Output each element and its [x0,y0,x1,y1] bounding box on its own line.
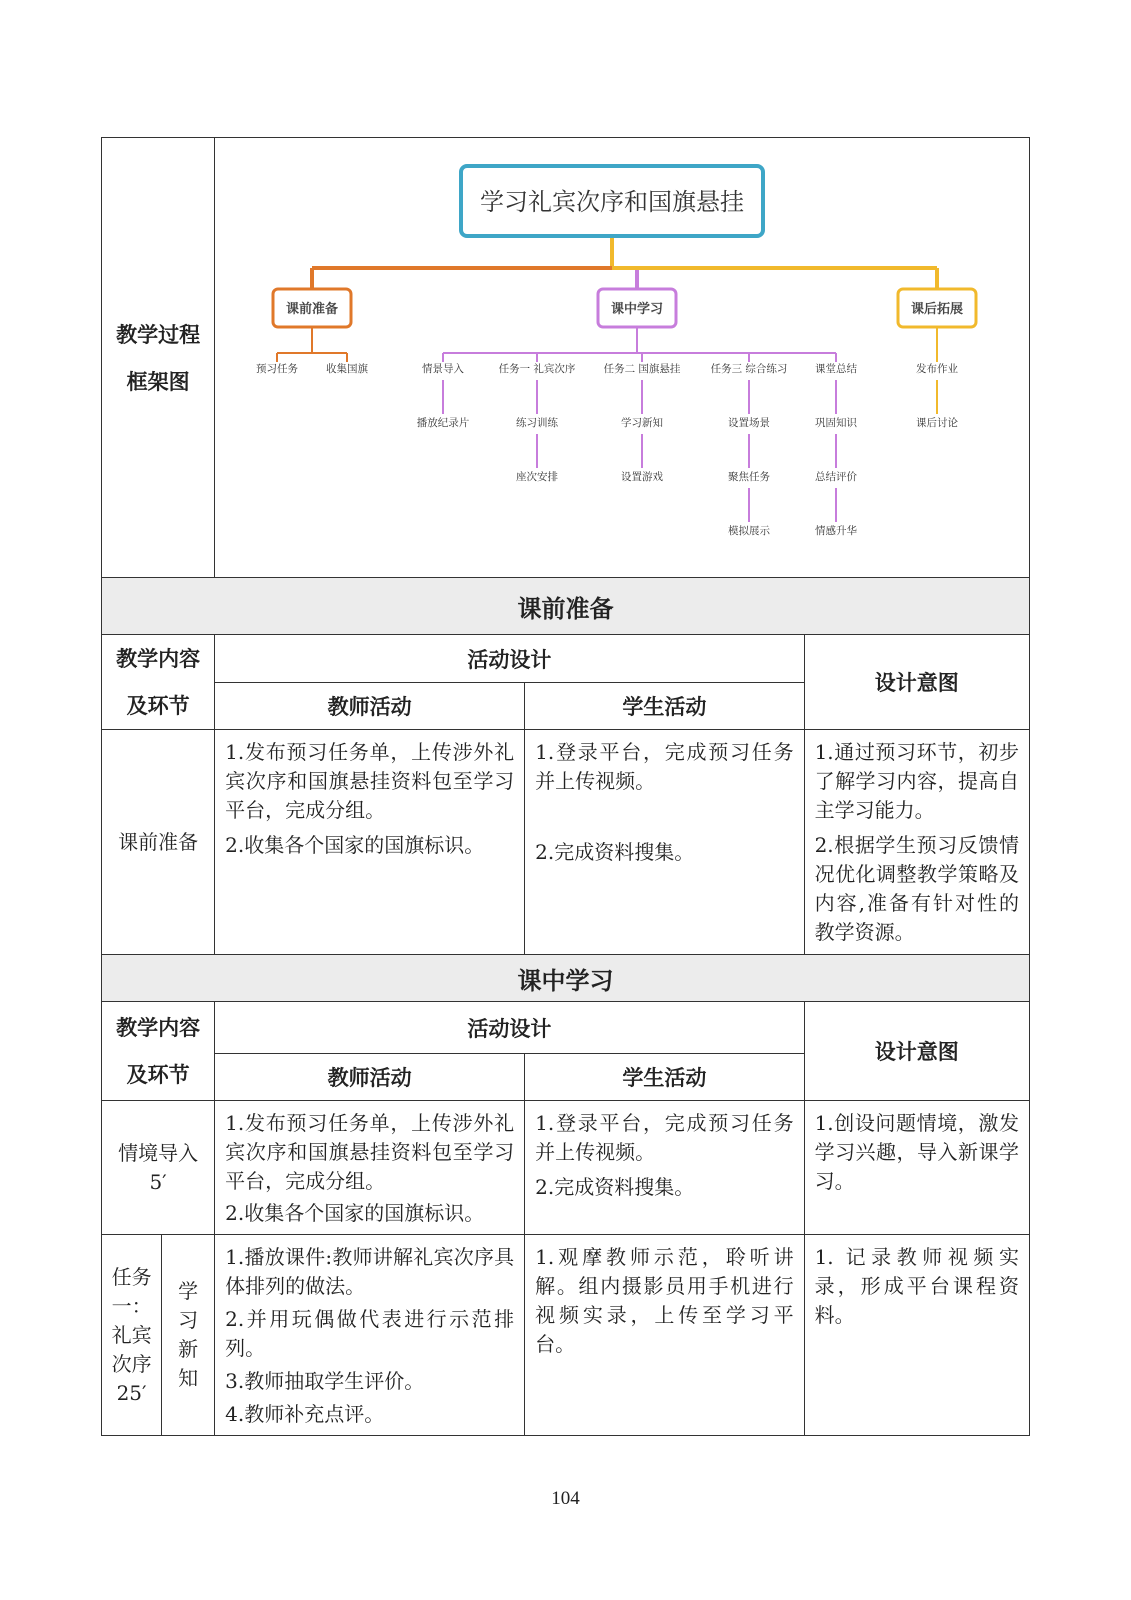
mid-row2-label-main-line: 礼宾 [111,1322,152,1347]
sub-node-label: 聚焦任务 [728,471,771,483]
mid-row2-teacher-item: 1.播放课件:教师讲解礼宾次序具体排列的做法。 [225,1245,515,1298]
mid-row2-label-sub-char: 新 [178,1337,199,1361]
mid-header-teacher: 教师活动 [215,1054,525,1101]
sub-node-label: 巩固知识 [815,417,858,429]
framework-label-line2: 框架图 [126,368,190,394]
mid-row2-label-main [102,1235,162,1436]
section-pre-title: 课前准备 [102,578,1030,635]
mid-row1-teacher-item: 1.发布预习任务单，上传涉外礼宾次序和国旗悬挂资料包至学习平台，完成分组。 [225,1111,515,1193]
mid-row1-intent-item: 1.创设问题情境，激发学习兴趣，导入新课学习。 [814,1111,1019,1193]
mid-header-content [102,1002,215,1101]
page-number: 104 [551,1488,580,1509]
pre-row-label: 课前准备 [102,730,215,955]
pre-header-intent: 设计意图 [804,635,1029,730]
mid-row2-teacher-item: 4.教师补充点评。 [225,1402,385,1426]
mid-row1-teacher-cell [215,1101,525,1235]
sub-node-label: 总结评价 [815,471,858,483]
mid-row1-label [102,1101,215,1235]
pre-header-student: 学生活动 [525,683,804,730]
mid-row2-label-sub-char: 习 [178,1308,199,1332]
mid-row1-intent-cell [804,1101,1029,1235]
mid-row2-intent-item: 1. 记录教师视频实录，形成平台课程资料。 [814,1245,1019,1327]
pre-header-content-line1: 教学内容 [116,646,201,671]
framework-label-line1: 教学过程 [116,321,201,347]
child-node-label: 情景导入 [422,363,465,375]
pre-header-content [102,635,215,730]
mid-header-content-line2: 及环节 [126,1062,190,1087]
sub-node-label: 模拟展示 [728,525,771,537]
mid-header-activity: 活动设计 [215,1002,804,1054]
child-node-label: 课堂总结 [815,363,858,375]
mid-row2-student-cell [525,1235,804,1436]
sub-node-label: 学习新知 [621,417,664,429]
sub-node-label: 课后讨论 [916,417,959,429]
sub-node-label: 播放纪录片 [416,417,470,429]
pre-header-content-line2: 及环节 [126,693,190,718]
pre-student-cell [525,730,804,955]
lesson-plan-table [101,137,1030,1436]
mid-header-intent: 设计意图 [804,1002,1029,1101]
pre-intent-item: 1.通过预习环节，初步了解学习内容，提高自主学习能力。 [814,740,1019,822]
mid-row2-teacher-item: 2.并用玩偶做代表进行示范排列。 [225,1307,515,1360]
mid-row2-teacher-item: 3.教师抽取学生评价。 [225,1369,425,1393]
mid-row1-label-line2: 5′ [149,1169,167,1194]
mid-row2-label-sub-char: 学 [178,1279,199,1303]
pre-student-item: 1.登录平台，完成预习任务并上传视频。 [535,740,794,793]
sub-node-label: 练习训练 [516,417,559,429]
pre-header-activity: 活动设计 [215,635,804,683]
mid-header-content-line1: 教学内容 [116,1015,201,1040]
branch-node-label: 课中学习 [611,302,664,317]
mid-row1-student-cell [525,1101,804,1235]
mid-row2-label-main-line: 一： [111,1293,152,1318]
framework-diagram-cell [215,138,1030,578]
child-node-label: 任务二 国旗悬挂 [603,363,681,375]
framework-label [102,138,215,578]
mid-row2-label-main-line: 次序 [111,1351,152,1376]
branch-node-label: 课前准备 [286,302,339,317]
root-node-label: 学习礼宾次序和国旗悬挂 [480,188,745,216]
sub-node-label: 设置游戏 [621,471,664,483]
pre-header-teacher: 教师活动 [215,683,525,730]
child-node-label: 任务三 综合练习 [710,363,788,375]
pre-teacher-item: 2.收集各个国家的国旗标识。 [225,833,485,857]
sub-node-label: 情感升华 [815,525,858,537]
mid-row1-student-item: 1.登录平台，完成预习任务并上传视频。 [535,1111,794,1164]
mid-row1-teacher-item: 2.收集各个国家的国旗标识。 [225,1201,485,1225]
child-node-label: 任务一 礼宾次序 [498,363,576,375]
child-node-label: 发布作业 [916,363,959,375]
sub-node-label: 设置场景 [728,417,771,429]
pre-intent-item: 2.根据学生预习反馈情况优化调整教学策略及内容,准备有针对性的教学资源。 [814,833,1019,944]
framework-diagram [215,138,1032,573]
mid-row2-label-main-line: 25′ [116,1380,147,1405]
child-node-label: 收集国旗 [326,363,369,375]
mid-row2-teacher-cell [215,1235,525,1436]
mid-header-student: 学生活动 [525,1054,804,1101]
section-mid-title: 课中学习 [102,955,1030,1002]
sub-node-label: 座次安排 [516,471,559,483]
mid-row2-label-sub-char: 知 [178,1366,199,1390]
mid-row1-student-item: 2.完成资料搜集。 [535,1175,695,1199]
child-node-label: 预习任务 [256,363,299,375]
mid-row2-student-item: 1.观摩教师示范，聆听讲解。组内摄影员用手机进行视频实录，上传至学习平台。 [535,1245,794,1356]
mid-row1-label-line1: 情境导入 [118,1140,199,1165]
pre-intent-cell [804,730,1029,955]
branch-node-label: 课后拓展 [911,302,964,317]
mid-row2-label-main-line: 任务 [111,1264,152,1289]
pre-teacher-item: 1.发布预习任务单，上传涉外礼宾次序和国旗悬挂资料包至学习平台，完成分组。 [225,740,515,822]
mid-row2-label-sub [162,1235,215,1436]
pre-teacher-cell [215,730,525,955]
mid-row2-intent-cell [804,1235,1029,1436]
pre-student-item: 2.完成资料搜集。 [535,840,695,864]
